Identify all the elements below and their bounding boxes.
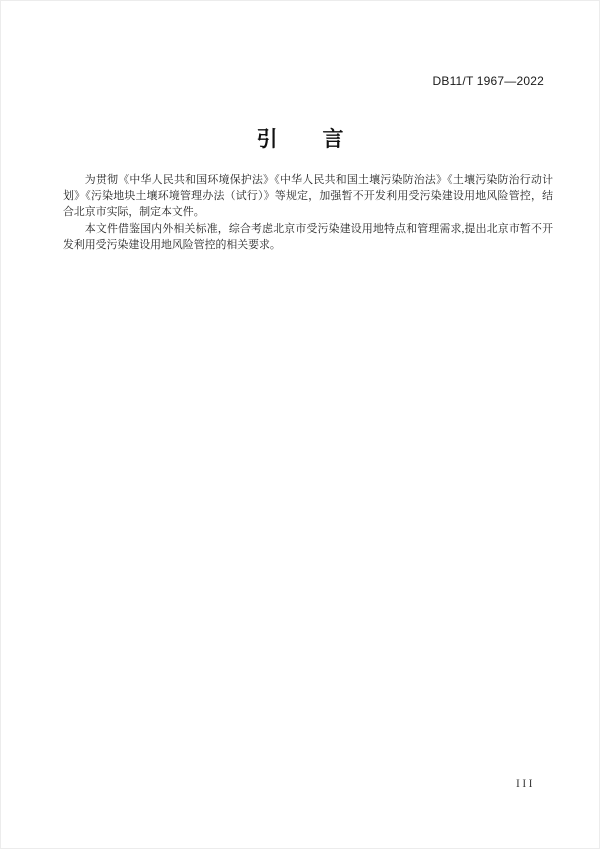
page-number: III <box>516 778 535 790</box>
foreword-paragraph-1: 为贯彻《中华人民共和国环境保护法》《中华人民共和国土壤污染防治法》《土壤污染防治行动计划》《污染地块土壤环境管理办法（试行）》等规定，加强暂不开发利用受污染建设用地风险管控，结合北京市实际，制定本文件。 <box>63 174 553 219</box>
foreword-paragraph-2: 本文件借鉴国内外相关标准，综合考虑北京市受污染建设用地特点和管理需求,提出北京市暂不开发利用受污染建设用地风险管控的相关要求。 <box>63 222 553 251</box>
document-code: DB11/T 1967—2022 <box>432 74 544 88</box>
page-title-char-1: 引 <box>256 127 278 151</box>
foreword-body <box>63 172 553 253</box>
page-title-char-2: 言 <box>322 127 344 151</box>
page-title <box>1 127 599 151</box>
